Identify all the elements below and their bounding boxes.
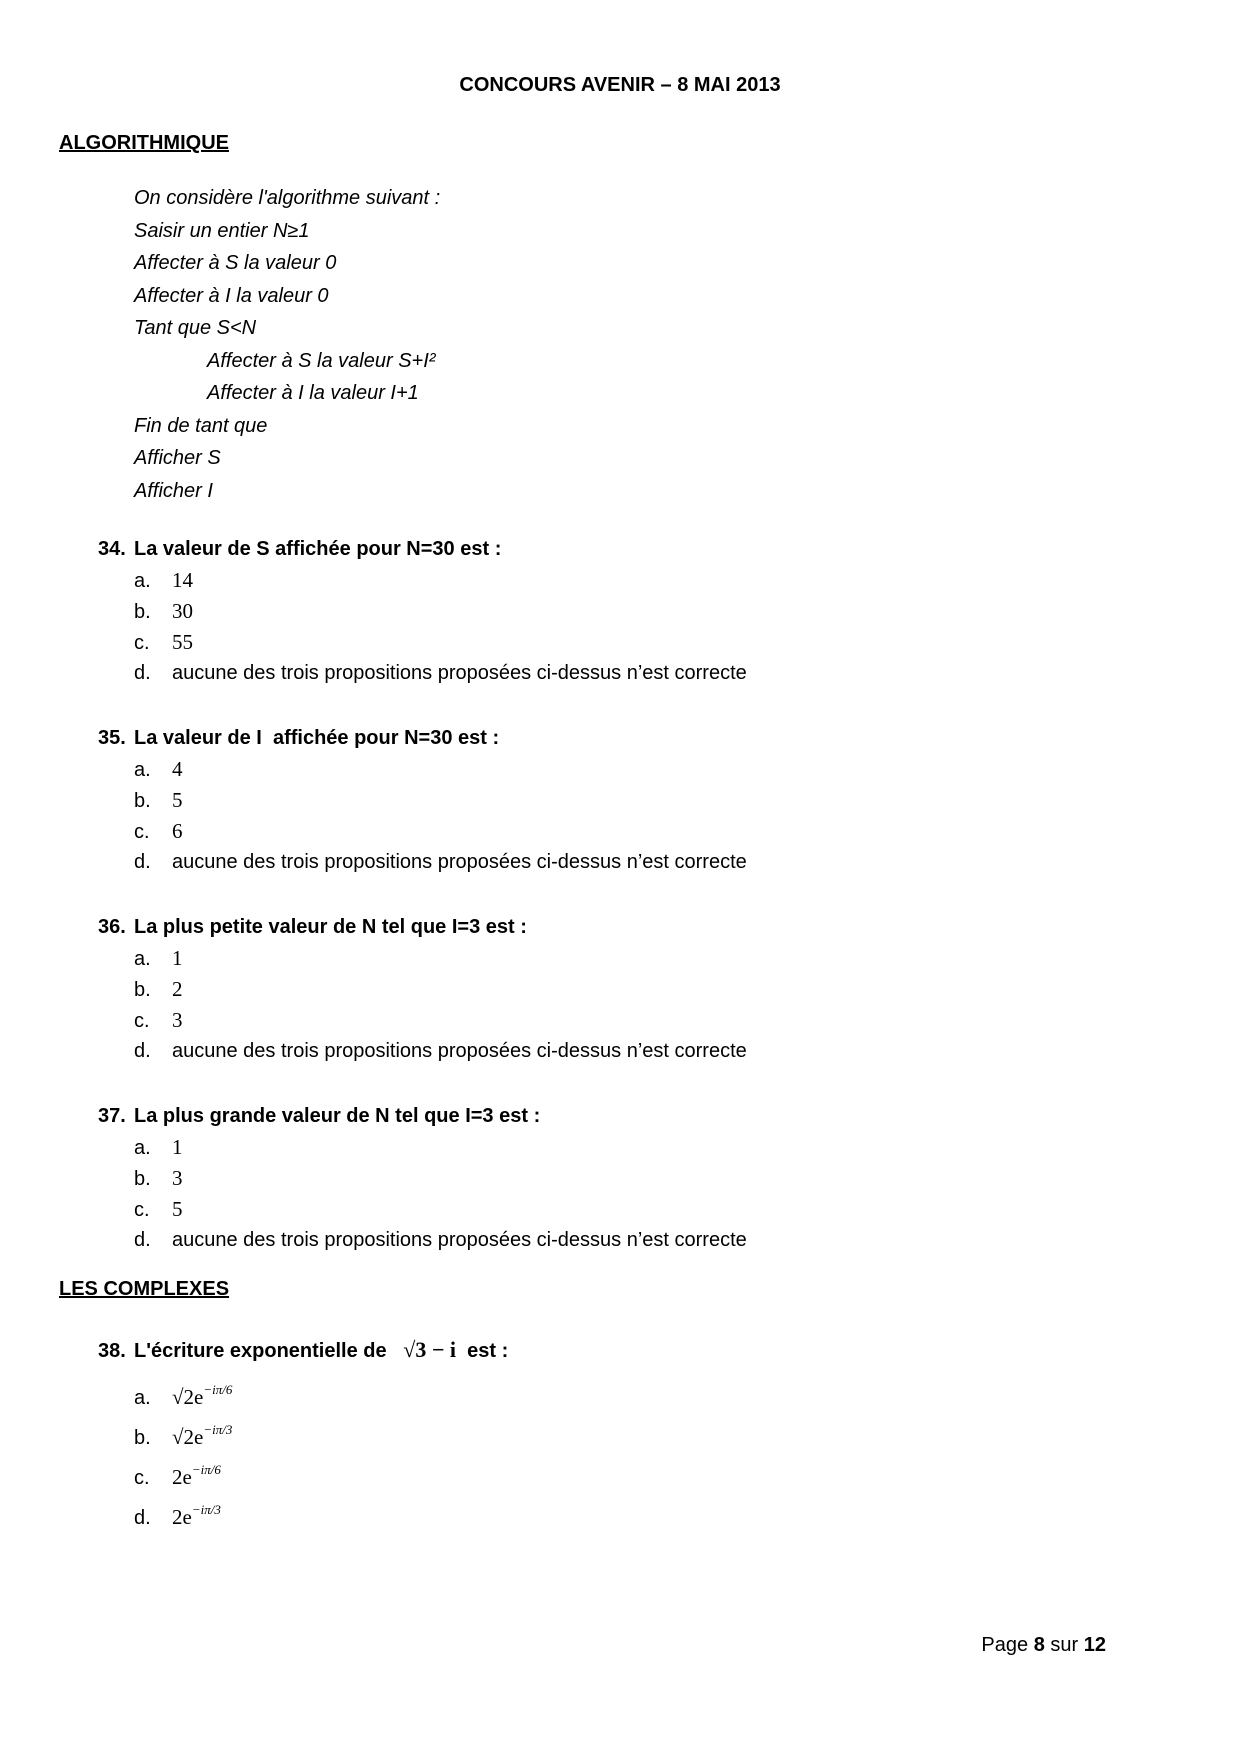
answer-option[interactable]	[98, 1370, 508, 1410]
answer-option[interactable]	[98, 974, 747, 1005]
answer-option[interactable]	[98, 754, 747, 785]
answer-option[interactable]	[98, 658, 747, 689]
option-coefficient: 2e	[172, 1465, 192, 1489]
question-title	[98, 722, 747, 754]
answer-option[interactable]	[98, 1410, 508, 1450]
option-letter: d.	[134, 1040, 151, 1062]
option-text: 3	[172, 1008, 183, 1032]
option-letter: a.	[134, 570, 151, 592]
algorithm-line: Affecter à I la valeur I+1	[207, 382, 419, 404]
answer-option[interactable]	[98, 816, 747, 847]
question-text: L'écriture exponentielle de	[134, 1340, 387, 1362]
footer-prefix: Page	[981, 1634, 1029, 1656]
answer-option[interactable]	[98, 1132, 747, 1163]
option-letter: c.	[134, 632, 150, 654]
question-text-end: est :	[467, 1340, 509, 1362]
option-coefficient: √2e	[172, 1385, 204, 1409]
algorithm-line: Afficher S	[134, 447, 221, 469]
algorithm-block	[134, 182, 440, 507]
algorithm-line: Tant que S<N	[134, 317, 257, 339]
option-letter: a.	[134, 1387, 151, 1409]
algorithm-line: On considère l'algorithme suivant :	[134, 187, 441, 209]
option-text: 4	[172, 757, 183, 781]
option-coefficient: 2e	[172, 1505, 192, 1529]
question-38	[98, 1330, 508, 1530]
question-title	[98, 1100, 747, 1132]
answer-option[interactable]	[98, 847, 747, 878]
option-exponent: −iπ/3	[203, 1422, 233, 1437]
answer-option[interactable]	[98, 627, 747, 658]
option-text: 1	[172, 1135, 183, 1159]
answer-option[interactable]	[98, 1163, 747, 1194]
option-letter: d.	[134, 662, 151, 684]
algorithm-line: Affecter à I la valeur 0	[134, 284, 329, 307]
option-text: 5	[172, 788, 183, 812]
option-text: 55	[172, 630, 193, 654]
answer-option[interactable]	[98, 1194, 747, 1225]
option-exponent: −iπ/3	[191, 1502, 221, 1517]
option-text: 2	[172, 977, 183, 1001]
option-letter: a.	[134, 948, 151, 970]
question-number: 36.	[98, 916, 126, 938]
answer-option[interactable]	[98, 1490, 508, 1530]
option-letter: b.	[134, 1427, 151, 1449]
algorithm-line: Affecter à S la valeur S+I²	[207, 349, 436, 372]
option-text: aucune des trois propositions proposées ci-dessus n’est correcte	[172, 851, 747, 873]
algorithm-line: Fin de tant que	[134, 414, 268, 437]
page-title: CONCOURS AVENIR – 8 MAI 2013	[459, 74, 781, 96]
option-letter: a.	[134, 759, 151, 781]
option-exponent: −iπ/6	[203, 1382, 233, 1397]
algorithm-line: Saisir un entier N≥1	[134, 219, 310, 242]
answer-option[interactable]	[98, 1036, 747, 1067]
option-text: 5	[172, 1197, 183, 1221]
option-text: 30	[172, 599, 193, 623]
option-text: aucune des trois propositions proposées ci-dessus n’est correcte	[172, 662, 747, 684]
page-number-footer	[981, 1634, 1106, 1657]
option-letter: b.	[134, 1168, 151, 1190]
question-title	[98, 533, 747, 565]
option-text: 14	[172, 568, 193, 592]
option-letter: d.	[134, 851, 151, 873]
option-text: 1	[172, 946, 183, 970]
option-text: aucune des trois propositions proposées ci-dessus n’est correcte	[172, 1229, 747, 1251]
answer-option[interactable]	[98, 1005, 747, 1036]
question-title	[98, 1330, 508, 1370]
question-number: 38.	[98, 1340, 126, 1362]
option-letter: c.	[134, 1010, 150, 1032]
option-letter: d.	[134, 1507, 151, 1529]
option-text: aucune des trois propositions proposées ci-dessus n’est correcte	[172, 1040, 747, 1062]
question-number: 34.	[98, 538, 126, 560]
option-text: 6	[172, 819, 183, 843]
option-letter: c.	[134, 1467, 150, 1489]
question-36	[98, 911, 747, 1067]
algorithm-line: Afficher I	[134, 479, 213, 502]
question-text: La valeur de I affichée pour N=30 est :	[134, 727, 500, 749]
section-heading-complexes: LES COMPLEXES	[59, 1278, 230, 1300]
answer-option[interactable]	[98, 565, 747, 596]
algorithm-line: Affecter à S la valeur 0	[134, 252, 337, 274]
question-37	[98, 1100, 747, 1256]
option-coefficient: √2e	[172, 1425, 204, 1449]
option-letter: b.	[134, 790, 151, 812]
question-35	[98, 722, 747, 878]
option-letter: a.	[134, 1137, 151, 1159]
option-letter: c.	[134, 821, 150, 843]
footer-current-page: 8	[1033, 1634, 1045, 1656]
answer-option[interactable]	[98, 1450, 508, 1490]
question-text: La plus grande valeur de N tel que I=3 est :	[134, 1105, 541, 1127]
answer-option[interactable]	[98, 943, 747, 974]
answer-option[interactable]	[98, 785, 747, 816]
question-math: √3 − i	[403, 1337, 457, 1362]
answer-option[interactable]	[98, 596, 747, 627]
answer-option[interactable]	[98, 1225, 747, 1256]
option-exponent: −iπ/6	[191, 1462, 221, 1477]
footer-middle: sur	[1050, 1634, 1079, 1656]
question-text: La valeur de S affichée pour N=30 est :	[134, 538, 502, 560]
question-number: 35.	[98, 727, 126, 749]
footer-total-pages: 12	[1083, 1634, 1106, 1656]
question-number: 37.	[98, 1105, 126, 1127]
section-heading-algorithmique: ALGORITHMIQUE	[59, 132, 229, 154]
question-title	[98, 911, 747, 943]
question-text: La plus petite valeur de N tel que I=3 est :	[134, 916, 527, 938]
question-34	[98, 533, 747, 689]
option-letter: b.	[134, 601, 151, 623]
option-letter: b.	[134, 979, 151, 1001]
option-text: 3	[172, 1166, 183, 1190]
option-letter: d.	[134, 1229, 151, 1251]
option-letter: c.	[134, 1199, 150, 1221]
